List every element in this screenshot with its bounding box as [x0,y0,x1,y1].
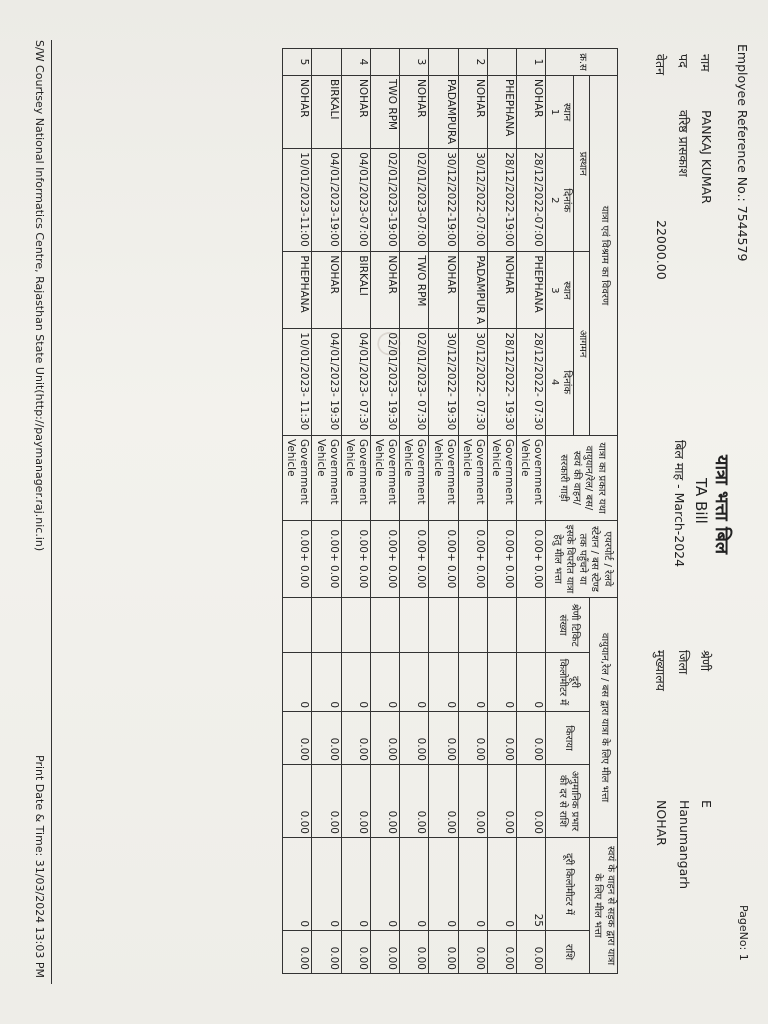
header-rail-bus-group: वायुयान,रेल / बस द्वारा यात्रा के लिए मील भत्ता [590,598,618,838]
row-distance-km: 0 [312,653,341,712]
header-departure: प्रस्थान [574,76,590,252]
table-row [400,49,429,974]
row-departure-place: NOHAR [400,76,429,149]
row-airport-allowance: 0.00+ 0.00 [400,521,429,598]
row-class-ticket [488,598,517,653]
row-arrival-date: 04/01/2023- 07:30 [341,329,370,436]
row-serial-no: 2 [458,49,487,76]
row-departure-date: 28/12/2022-07:00 [517,149,546,252]
row-departure-place: PADAMPURA [429,76,458,149]
row-departure-place: NOHAR [517,76,546,149]
row-serial-no [312,49,341,76]
row-arrival-place: NOHAR [371,252,400,329]
travel-details-table [282,48,618,974]
row-class-ticket [341,598,370,653]
row-airport-allowance: 0.00+ 0.00 [371,521,400,598]
name-label: नाम [698,54,713,72]
row-fare: 0.00 [458,712,487,765]
header-arr-place: स्थान 3 [546,252,574,329]
table-row [458,49,487,974]
row-rate-amount: 0.00 [312,765,341,838]
row-travel-mode: Government Vehicle [458,436,487,521]
row-arrival-date: 02/01/2023- 07:30 [400,329,429,436]
pay-value: 22000.00 [654,220,669,280]
bill-title-english: TA Bill [692,478,710,524]
row-airport-allowance: 0.00+ 0.00 [283,521,312,598]
row-travel-mode: Government Vehicle [488,436,517,521]
header-rate-amount: अनुमानिक प्रभार की दर से राशि [546,765,590,838]
category-label: श्रेणी [698,650,713,672]
footer-divider [51,40,52,984]
row-fare: 0.00 [400,712,429,765]
row-serial-no: 4 [341,49,370,76]
row-departure-date: 02/01/2023-07:00 [400,149,429,252]
row-road-distance: 0 [400,838,429,931]
district-value: Hanumangarh [677,800,692,890]
row-travel-mode: Government Vehicle [283,436,312,521]
table-row [312,49,341,974]
row-distance-km: 0 [429,653,458,712]
post-value: वरिष्ठ प्रासकाश [676,110,691,177]
row-rate-amount: 0.00 [371,765,400,838]
row-distance-km: 0 [458,653,487,712]
table-row [341,49,370,974]
headquarter-value: NOHAR [654,800,669,846]
row-class-ticket [517,598,546,653]
row-amount: 0.00 [283,931,312,974]
row-departure-place: PHEPHANA [488,76,517,149]
row-fare: 0.00 [488,712,517,765]
row-serial-no: 1 [517,49,546,76]
row-distance-km: 0 [371,653,400,712]
row-travel-mode: Government Vehicle [429,436,458,521]
table-row [429,49,458,974]
row-arrival-date: 28/12/2022- 19:30 [488,329,517,436]
row-departure-place: NOHAR [341,76,370,149]
row-arrival-date: 28/12/2022- 07:30 [517,329,546,436]
post-label: पद [676,54,691,68]
header-arr-date: दिनांक 4 [546,329,574,436]
row-class-ticket [400,598,429,653]
row-amount: 0.00 [488,931,517,974]
row-arrival-date: 30/12/2022- 07:30 [458,329,487,436]
row-arrival-date: 10/01/2023- 11:30 [283,329,312,436]
row-amount: 0.00 [429,931,458,974]
row-departure-place: NOHAR [458,76,487,149]
row-travel-mode: Government Vehicle [312,436,341,521]
row-airport-allowance: 0.00+ 0.00 [341,521,370,598]
row-distance-km: 0 [341,653,370,712]
header-serial-no: क्र.स [546,49,618,76]
row-distance-km: 0 [517,653,546,712]
row-travel-mode: Government Vehicle [517,436,546,521]
bill-title-hindi: यात्रा भत्ता बिल [711,455,732,555]
row-amount: 0.00 [312,931,341,974]
header-class-ticket: श्रेणी टिकिट संख्या [546,598,590,653]
row-departure-date: 30/12/2022-07:00 [458,149,487,252]
row-rate-amount: 0.00 [458,765,487,838]
footer-print-date: Print Date & Time: 31/03/2024 13:03 PM [33,755,46,979]
row-distance-km: 0 [283,653,312,712]
headquarter-label: मुख्यालय [653,650,668,692]
row-rate-amount: 0.00 [341,765,370,838]
row-road-distance: 0 [312,838,341,931]
row-amount: 0.00 [458,931,487,974]
row-arrival-place: BIRKALI [341,252,370,329]
row-rate-amount: 0.00 [517,765,546,838]
row-serial-no [429,49,458,76]
row-travel-mode: Government Vehicle [341,436,370,521]
row-road-distance: 0 [458,838,487,931]
row-arrival-place: NOHAR [312,252,341,329]
row-class-ticket [429,598,458,653]
row-amount: 0.00 [371,931,400,974]
row-fare: 0.00 [341,712,370,765]
row-road-distance: 25 [517,838,546,931]
row-fare: 0.00 [517,712,546,765]
page-number: PageNo: 1 [737,905,750,961]
row-class-ticket [312,598,341,653]
table-row [488,49,517,974]
header-travel-mode: यात्रा का प्रकार यथा वायुयान/रेल/ बस/स्वयं की वाहन/ सरकारी गाड़ी [546,436,618,521]
row-class-ticket [371,598,400,653]
header-road-group: स्वयं के वाहन से सड़क द्वारा यात्रा के लिए मील भत्ता [590,838,618,974]
table-row [517,49,546,974]
row-distance-km: 0 [400,653,429,712]
row-amount: 0.00 [341,931,370,974]
row-serial-no: 5 [283,49,312,76]
row-departure-place: BIRKALI [312,76,341,149]
row-departure-date: 04/01/2023-19:00 [312,149,341,252]
category-value: E [699,800,714,808]
row-road-distance: 0 [488,838,517,931]
row-fare: 0.00 [371,712,400,765]
header-arrival: आगमन [574,252,590,436]
row-departure-place: TWO RPM [371,76,400,149]
employee-reference: Employee Reference No.: 7544579 [735,44,750,262]
header-journey-group: यात्रा एवं विश्राम का विवरण [590,76,618,436]
row-arrival-place: PHEPHANA [517,252,546,329]
row-departure-date: 30/12/2022-19:00 [429,149,458,252]
header-fare: किराया [546,712,590,765]
district-label: जिला [676,650,691,675]
row-airport-allowance: 0.00+ 0.00 [312,521,341,598]
row-rate-amount: 0.00 [429,765,458,838]
row-fare: 0.00 [283,712,312,765]
row-amount: 0.00 [400,931,429,974]
row-arrival-place: TWO RPM [400,252,429,329]
pay-label: वेतन [653,54,668,76]
row-road-distance: 0 [429,838,458,931]
faint-stamp-mark: ○ [369,325,412,361]
header-dep-place: स्थान 1 [546,76,574,149]
name-value: PANKAJ KUMAR [699,110,714,204]
row-fare: 0.00 [429,712,458,765]
row-departure-date: 04/01/2023-07:00 [341,149,370,252]
row-serial-no [488,49,517,76]
table-row [283,49,312,974]
header-amount: राशि [546,931,590,974]
header-road-distance: दूरी किलोमीटर में [546,838,590,931]
table-row [371,49,400,974]
row-road-distance: 0 [371,838,400,931]
row-travel-mode: Government Vehicle [400,436,429,521]
row-departure-date: 28/12/2022-19:00 [488,149,517,252]
row-arrival-place: NOHAR [488,252,517,329]
header-distance-km: दूरी किलोमीटर में [546,653,590,712]
row-arrival-place: PHEPHANA [283,252,312,329]
header-airport-allowance: एयरपोर्ट / रेलवे स्टेशन / बस स्टेण्ड तक पहुँचने या इसके विपरीत यात्रा हेतु मील भत्ता [546,521,618,598]
row-airport-allowance: 0.00+ 0.00 [517,521,546,598]
row-class-ticket [283,598,312,653]
row-rate-amount: 0.00 [400,765,429,838]
row-arrival-place: PADAMPUR A [458,252,487,329]
row-road-distance: 0 [341,838,370,931]
row-serial-no: 3 [400,49,429,76]
row-rate-amount: 0.00 [488,765,517,838]
row-road-distance: 0 [283,838,312,931]
header-dep-date: दिनांक 2 [546,149,574,252]
row-airport-allowance: 0.00+ 0.00 [458,521,487,598]
row-airport-allowance: 0.00+ 0.00 [488,521,517,598]
row-fare: 0.00 [312,712,341,765]
row-airport-allowance: 0.00+ 0.00 [429,521,458,598]
row-serial-no [371,49,400,76]
row-rate-amount: 0.00 [283,765,312,838]
footer-courtesy: S/W Courtsey National Informatics Centre, Rajasthan State Unit(http://paymanager.raj.nic.in) [33,40,46,552]
row-departure-date: 02/01/2023-19:00 [371,149,400,252]
bill-month: बिल माह - March-2024 [672,440,687,568]
row-arrival-place: NOHAR [429,252,458,329]
row-departure-date: 10/01/2023-11:00 [283,149,312,252]
row-arrival-date: 02/01/2023- 19:30 [371,329,400,436]
row-departure-place: NOHAR [283,76,312,149]
row-class-ticket [458,598,487,653]
row-travel-mode: Government Vehicle [371,436,400,521]
row-arrival-date: 30/12/2022- 19:30 [429,329,458,436]
row-distance-km: 0 [488,653,517,712]
row-amount: 0.00 [517,931,546,974]
row-arrival-date: 04/01/2023- 19:30 [312,329,341,436]
